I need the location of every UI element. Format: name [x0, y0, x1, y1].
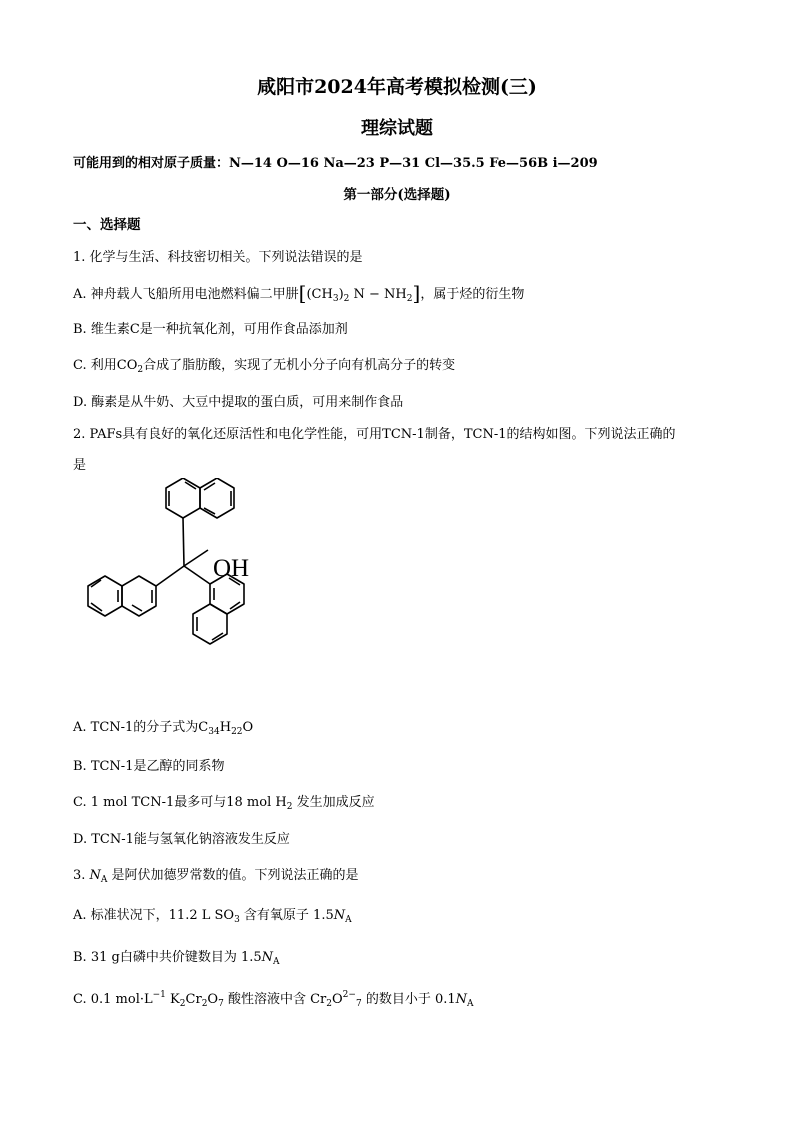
- part-heading: 第一部分(选择题): [343, 187, 451, 203]
- q3-b-text: B. 31 g白磷中共价键数目为 1.5: [73, 950, 262, 965]
- section-heading: 一、选择题: [73, 217, 141, 233]
- naphthalene-ring: [200, 478, 234, 518]
- bond: [183, 518, 184, 566]
- q3-c-text: 酸性溶液中含 Cr: [223, 992, 327, 1007]
- q1-option-a: [73, 281, 524, 305]
- q1-stem: 1. 化学与生活、科技密切相关。下列说法错误的是: [73, 250, 363, 265]
- q3-a-text: 含有氧原子 1.5: [239, 908, 334, 923]
- page-title: 咸阳市2024年高考模拟检测(三): [257, 76, 537, 98]
- q2-stem-line2: 是: [73, 458, 87, 473]
- subscript: 2: [343, 294, 350, 304]
- q3-stem-text: 是阿伏加德罗常数的值。下列说法正确的是: [107, 868, 359, 883]
- bracket-left: [: [298, 281, 307, 305]
- q2-option-c: [73, 791, 375, 812]
- avogadro-symbol: N: [89, 868, 101, 883]
- q3-option-c: [73, 988, 474, 1009]
- q2-a-text: H: [219, 720, 232, 735]
- q3-a-text: A. 标准状况下，11.2 L SO: [73, 908, 235, 923]
- superscript: 2−: [342, 990, 356, 1000]
- q2-a-text: O: [242, 720, 254, 735]
- bracket-right: ]: [412, 281, 421, 305]
- q1-a-text: ，属于烃的衍生物: [420, 287, 525, 302]
- subscript: 2: [406, 294, 413, 304]
- q3-c-formula: O: [207, 992, 219, 1007]
- page-subtitle: 理综试题: [361, 118, 433, 139]
- subscript: 3: [234, 915, 240, 925]
- subscript: 2: [201, 999, 208, 1009]
- subscript: 3: [332, 294, 339, 304]
- q2-option-a: [73, 716, 253, 737]
- subscript: 7: [355, 999, 362, 1009]
- subscript: A: [467, 999, 474, 1009]
- subscript: 34: [208, 727, 220, 737]
- q1-a-text: A. 神舟载人飞船所用电池燃料偏二甲肼: [73, 287, 299, 302]
- naphthalene-ring: [193, 604, 227, 644]
- tcn1-structure-diagram: [72, 478, 282, 700]
- subscript: 2: [179, 999, 186, 1009]
- q2-stem-line1: 2. PAFs具有良好的氧化还原活性和电化学性能，可用TCN-1制备，TCN-1的结构如图。下列说法正确的: [73, 427, 676, 442]
- bond: [184, 550, 208, 566]
- bond: [156, 566, 184, 586]
- q1-a-formula: N − NH: [349, 287, 407, 302]
- subscript: 7: [218, 999, 224, 1009]
- subscript: A: [345, 915, 352, 925]
- avogadro-symbol: N: [261, 950, 273, 965]
- q3-option-b: [73, 946, 280, 967]
- q3-c-formula: K: [165, 992, 180, 1007]
- q2-a-text: A. TCN-1的分子式为C: [73, 720, 209, 735]
- q1-option-c: [73, 354, 455, 375]
- q3-c-formula: Cr: [185, 992, 202, 1007]
- q3-c-formula: O: [332, 992, 343, 1007]
- q3-stem: [73, 864, 359, 885]
- q2-c-text: 发生加成反应: [292, 795, 375, 810]
- q2-option-d: D. TCN-1能与氢氧化钠溶液发生反应: [73, 832, 290, 847]
- q1-c-text: C. 利用CO: [73, 358, 138, 373]
- subscript: 22: [231, 727, 243, 737]
- q2-option-b: B. TCN-1是乙醇的同系物: [73, 759, 225, 774]
- subscript: 2: [326, 999, 332, 1009]
- q3-c-text: C. 0.1 mol·L: [73, 992, 153, 1007]
- q1-option-d: D. 酶素是从牛奶、大豆中提取的蛋白质，可用来制作食品: [73, 395, 404, 410]
- avogadro-symbol: N: [455, 992, 468, 1007]
- q1-option-b: B. 维生素C是一种抗氧化剂，可用作食品添加剂: [73, 322, 348, 337]
- q1-a-formula: (CH: [306, 287, 333, 302]
- q3-number: 3.: [73, 868, 90, 883]
- subscript: 2: [137, 365, 144, 375]
- q2-c-text: C. 1 mol TCN-1最多可与18 mol H: [73, 795, 287, 810]
- subscript: 2: [286, 802, 293, 812]
- q1-c-text: 合成了脂肪酸，实现了无机小分子向有机高分子的转变: [143, 358, 456, 373]
- atomic-masses: 可能用到的相对原子质量：N—14 O—16 Na—23 P—31 Cl—35.5 Fe—56B i—209: [73, 156, 598, 171]
- subscript: A: [100, 875, 108, 885]
- naphthalene-ring: [88, 576, 122, 616]
- oh-label: OH: [213, 555, 250, 582]
- naphthalene-ring: [166, 478, 200, 518]
- subscript: A: [273, 957, 280, 967]
- avogadro-symbol: N: [333, 908, 346, 923]
- q1-a-formula: ): [338, 287, 344, 302]
- bond: [184, 566, 210, 584]
- q3-option-a: [73, 904, 352, 925]
- superscript: −1: [152, 990, 166, 1000]
- q3-c-text: 的数目小于 0.1: [361, 992, 456, 1007]
